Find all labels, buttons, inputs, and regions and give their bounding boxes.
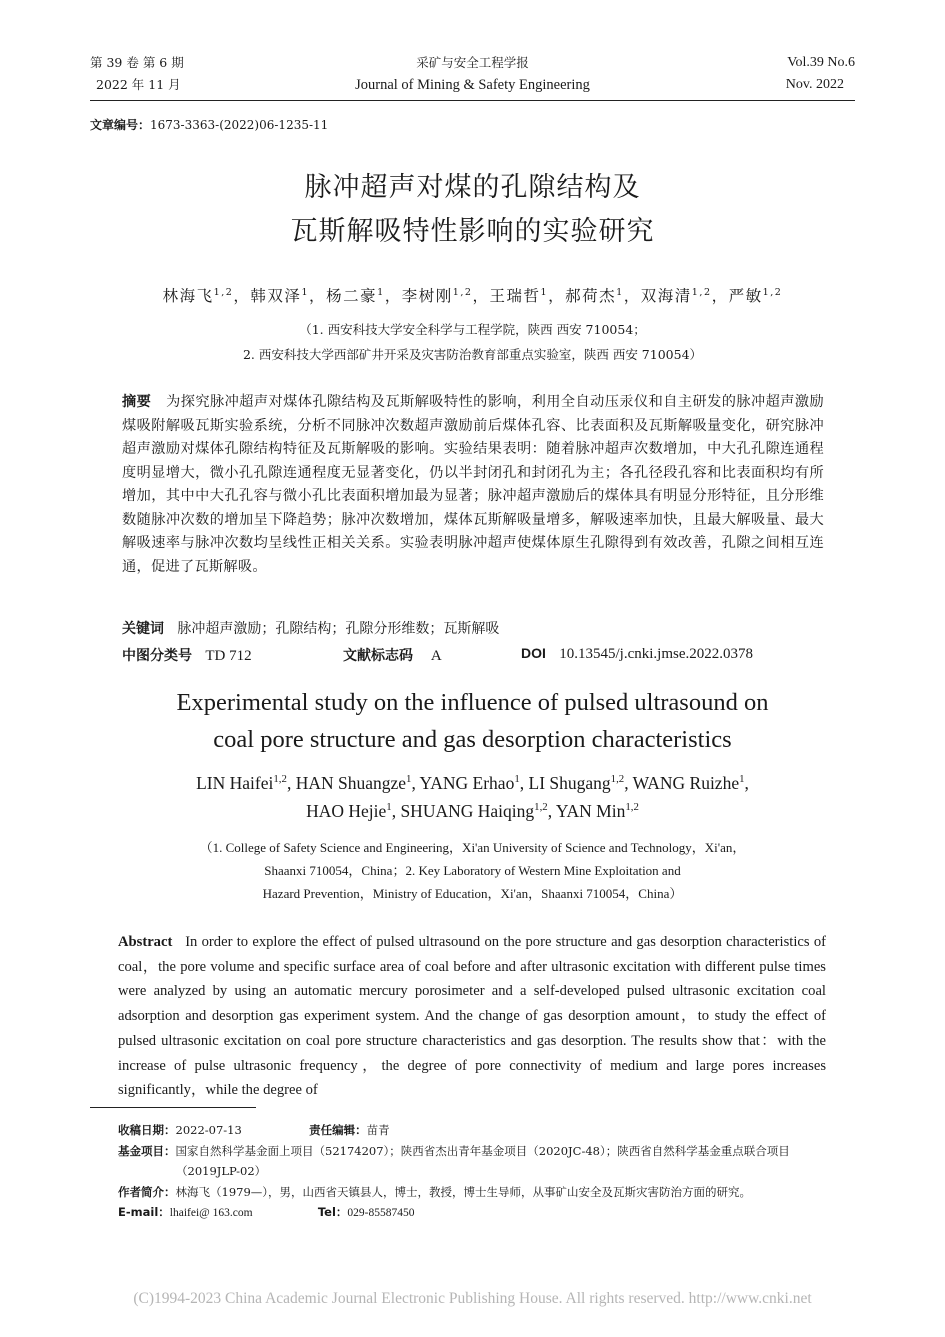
en-abstract-text: In order to explore the effect of pulsed ultrasound on the pore structure and gas desorption characteristics of coal，the pore volume and specific surface area of coal before and after ultrasonic excitation with different pulse times were analyzed by using an automatic mercury porosimeter and a self-developed pulsed ultrasonic excitation coal adsorption and desorption gas experiment system. And the change of gas desorption amount，to study the effect of pulsed ultrasonic excitation on coal pore structure characteristics and gas desorption. The results show that：with the increase of pulse ultrasonic frequency，the degree of pore connectivity of medium and large pores increases significantly，while the degree of — [118, 934, 826, 1099]
bio-value: 林海飞（1979—），男，山西省天镇县人，博士，教授，博士生导师，从事矿山安全及瓦斯灾害防治方面的研究。 — [175, 1184, 752, 1199]
fund-label: 基金项目： — [118, 1143, 176, 1158]
clc-value: TD 712 — [205, 648, 252, 664]
cn-doi — [521, 645, 753, 663]
footnote-rule — [90, 1107, 256, 1108]
doi-value: 10.13545/j.cnki.jmse.2022.0378 — [559, 646, 753, 662]
author-name: LIN Haifei — [196, 773, 274, 793]
clc-label: 中图分类号 — [122, 648, 192, 664]
tel-label: Tel： — [317, 1205, 348, 1219]
fund-line-2: （2019JLP-02） — [176, 1164, 267, 1178]
author-name: 李树刚 — [401, 287, 453, 305]
author-name: LI Shugang — [528, 773, 611, 793]
cn-title-line2: 瓦斯解吸特性影响的实验研究 — [290, 216, 655, 247]
cn-abstract-text: 为探究脉冲超声对煤体孔隙结构及瓦斯解吸特性的影响，利用全自动压汞仪和自主研发的脉冲超声激励煤吸附解吸瓦斯实验系统，分析不同脉冲次数超声激励前后煤体孔容、比表面积及瓦斯解吸量变化，研究脉冲超声激励对煤体孔隙结构特征及瓦斯解吸的影响。实验结果表明：随着脉冲超声次数增加，中大孔孔隙连通程度明显增大，微小孔孔隙连通程度无显著变化，仍以半封闭孔和封闭孔为主；各孔径段孔容和比表面积均有所增加，其中中大孔孔容与微小孔比表面积增加最为显著；脉冲超声激励后的煤体具有明显分形特征，且分形维数随脉冲次数的增加呈下降趋势；脉冲次数增加，煤体瓦斯解吸量增多，解吸速率加快，且最大解吸量、最大解吸速率与脉冲次数均呈线性正相关关系。实验表明脉冲超声使煤体原生孔隙得到有效改善，孔隙之间相互连通，促进了瓦斯解吸。 — [122, 394, 824, 575]
en-affiliation-1: （1. College of Safety Science and Engineering，Xi'an University of Science and Technology，Xi'an， — [199, 840, 746, 855]
en-authors-line1: LIN Haifei$^{1,2}$, HAN Shuangze$^1$, YANG Erhao$^1$, LI Shugang$^{1,2}$, WANG Ruizhe$^1$, — [196, 773, 749, 793]
doc-code-label: 文献标志码 — [343, 648, 413, 664]
received-value: 2022-07-13 — [175, 1123, 242, 1137]
author-name: 双海清 — [640, 287, 692, 305]
received-line — [118, 1120, 858, 1141]
author-name: 杨二豪 — [326, 287, 378, 305]
doc-code-value: A — [430, 648, 442, 664]
cn-keywords-text: 脉冲超声激励；孔隙结构；孔隙分形维数；瓦斯解吸 — [177, 621, 500, 637]
cn-affiliation-2: 2. 西安科技大学西部矿井开采及灾害防治教育部重点实验室，陕西 西安 710054） — [242, 347, 703, 362]
footnotes — [118, 1120, 858, 1224]
editor-value: 苗青 — [366, 1123, 390, 1137]
en-affiliation-3: Hazard Prevention，Ministry of Education，Xi'an，Shaanxi 710054，China） — [262, 886, 683, 901]
journal-name-en: Journal of Mining & Safety Engineering — [355, 77, 590, 93]
en-abstract-label: Abstract — [118, 934, 173, 950]
en-title-line1: Experimental study on the influence of pulsed ultrasound on — [176, 689, 769, 716]
author-affiliation-mark: 1 — [739, 773, 745, 786]
author-name: HAN Shuangze — [295, 773, 407, 793]
en-authors-line2: HAO Hejie$^1$, SHUANG Haiqing$^{1,2}$, YAN Min$^{1,2}$ — [306, 801, 639, 821]
cn-keywords-label: 关键词 — [122, 621, 164, 637]
author-affiliation-mark: 1 — [514, 773, 520, 786]
tel-value: 029-85587450 — [347, 1207, 415, 1219]
header-rule — [90, 100, 855, 101]
email-value: lhaifei@ 163.com — [169, 1207, 253, 1219]
vol-no-en: Vol.39 No.6 — [787, 55, 855, 70]
volume-issue: 第 39 卷 第 6 期 — [90, 55, 184, 70]
bio-label: 作者简介： — [118, 1184, 176, 1199]
author-affiliation-mark: 1,2 — [534, 801, 548, 814]
fund-line — [118, 1141, 858, 1162]
contact-line — [118, 1202, 858, 1224]
publication-date: 2022 年 11 月 — [96, 77, 181, 92]
author-name: 韩双泽 — [250, 287, 302, 305]
cn-abstract-label: 摘要 — [122, 394, 152, 410]
author-affiliation-mark: 1,2 — [610, 773, 625, 786]
cn-doc-code — [343, 645, 442, 665]
author-affiliation-mark: 1,2 — [625, 801, 639, 814]
author-name: 严敏 — [728, 287, 763, 305]
date-en: Nov. 2022 — [785, 77, 844, 92]
cn-abstract — [122, 391, 824, 579]
author-affiliation-mark: 1,2 — [691, 286, 712, 298]
en-affiliation-2: Shaanxi 710054，China；2. Key Laboratory of Western Mine Exploitation and — [264, 863, 681, 878]
en-abstract — [118, 930, 826, 1103]
author-affiliation-mark: 1,2 — [213, 286, 234, 298]
author-name: WANG Ruizhe — [632, 773, 740, 793]
author-name: 郝荷杰 — [565, 287, 617, 305]
author-affiliation-mark: 1 — [377, 286, 385, 298]
doi-label: DOI — [521, 645, 546, 661]
author-name: 王瑞哲 — [489, 287, 541, 305]
author-name: YANG Erhao — [419, 773, 515, 793]
cn-authors: 林海飞$^{1,2}$，韩双泽$^1$，杨二豪$^1$，李树刚$^{1,2}$，王瑞哲$^1$，郝荷杰$^1$，双海清$^{1,2}$，严敏$^{1,2}$ — [162, 286, 783, 305]
email-label: E-mail： — [118, 1205, 170, 1219]
article-number-value: 1673-3363-(2022)06-1235-11 — [150, 118, 329, 132]
article-number — [90, 116, 328, 133]
author-affiliation-mark: 1,2 — [452, 286, 473, 298]
cn-keywords — [122, 618, 499, 638]
en-title-line2: coal pore structure and gas desorption characteristics — [213, 726, 732, 753]
author-affiliation-mark: 1,2 — [273, 773, 287, 786]
author-affiliation-mark: 1 — [406, 773, 412, 786]
author-affiliation-mark: 1 — [540, 286, 549, 298]
cn-affiliation-1: （1. 西安科技大学安全科学与工程学院，陕西 西安 710054； — [299, 322, 646, 337]
author-affiliation-mark: 1,2 — [762, 286, 783, 298]
author-affiliation-mark: 1 — [301, 286, 310, 298]
cn-clc — [122, 645, 252, 665]
article-number-label: 文章编号： — [90, 118, 151, 132]
author-affiliation-mark: 1 — [616, 286, 624, 298]
author-name: 林海飞 — [162, 287, 214, 305]
author-name: SHUANG Haiqing — [400, 801, 535, 821]
copyright-watermark: (C)1994-2023 China Academic Journal Electronic Publishing House. All rights reserved. http://www.cnki.net — [133, 1290, 812, 1307]
received-label: 收稿日期： — [118, 1123, 176, 1137]
author-name: YAN Min — [555, 801, 626, 821]
bio-line — [118, 1182, 858, 1203]
author-name: HAO Hejie — [306, 801, 387, 821]
journal-name-cn: 采矿与安全工程学报 — [416, 55, 529, 70]
editor-label: 责任编辑： — [309, 1123, 367, 1137]
fund-value-1: 国家自然科学基金面上项目（52174207）；陕西省杰出青年基金项目（2020JC-48）；陕西省自然科学基金重点联合项目 — [175, 1143, 790, 1158]
author-affiliation-mark: 1 — [386, 801, 392, 814]
cn-title-line1: 脉冲超声对煤的孔隙结构及 — [304, 172, 641, 203]
